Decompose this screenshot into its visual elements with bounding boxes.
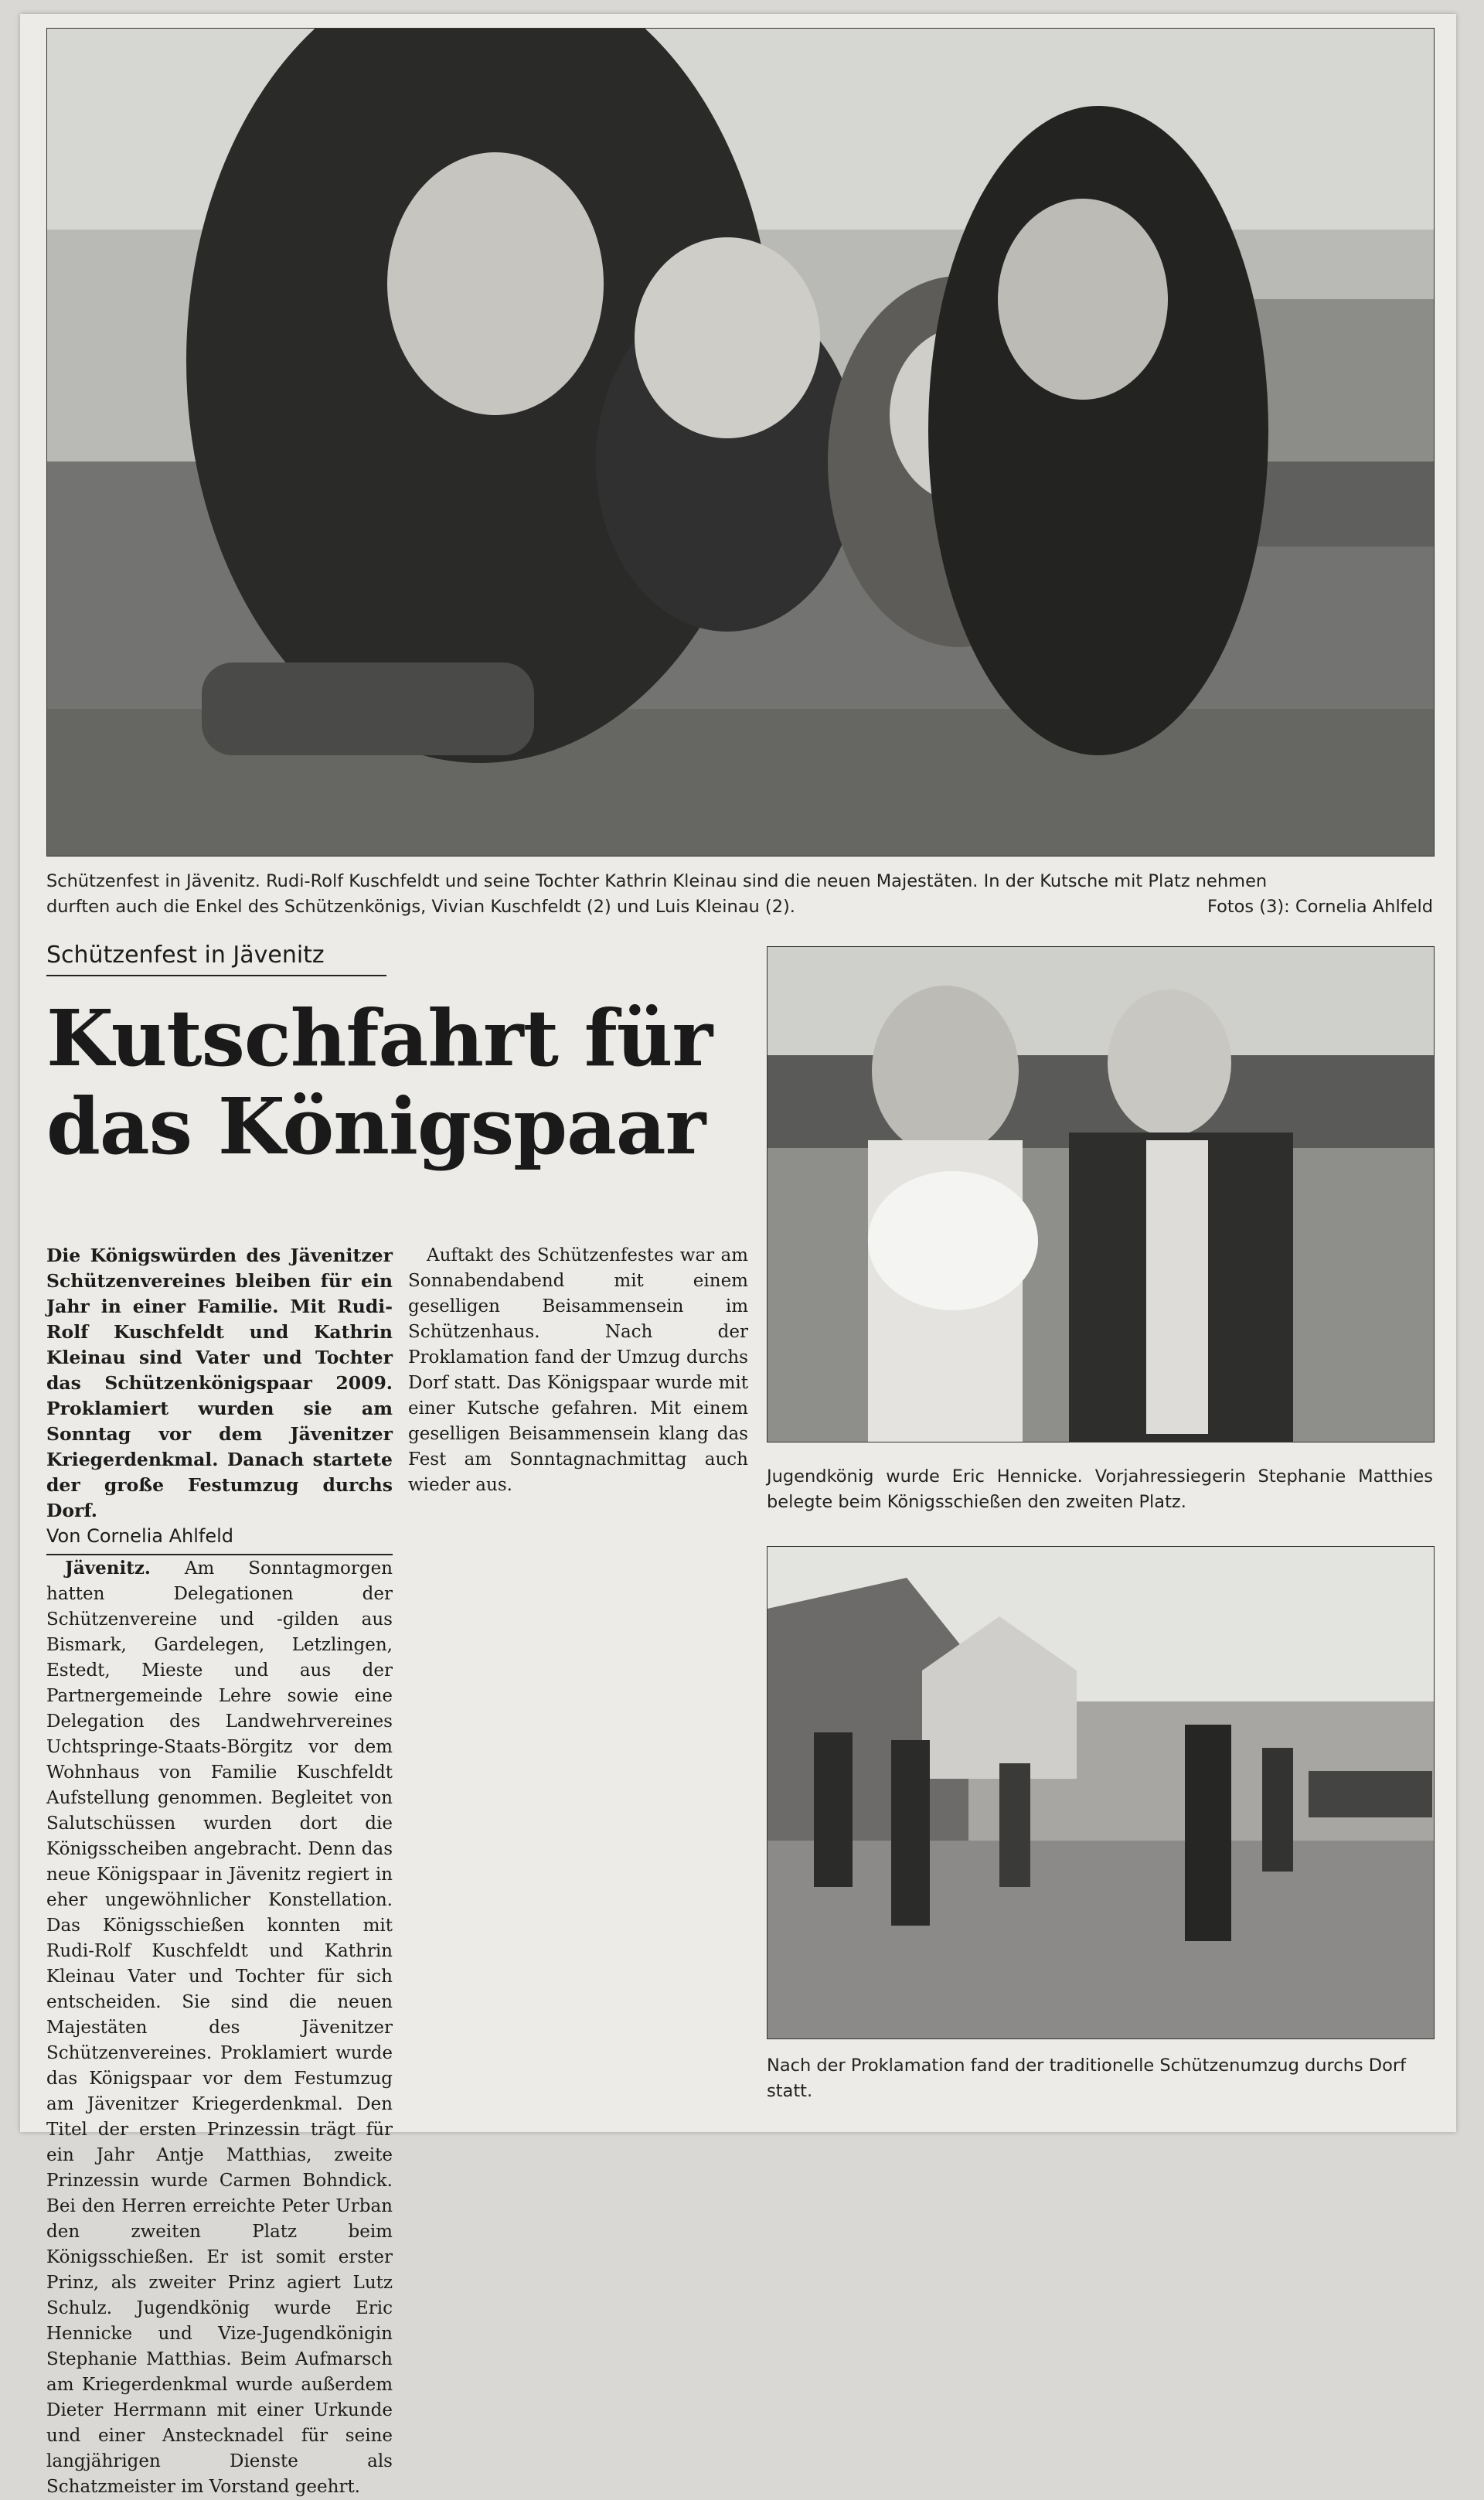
photo-youth-king — [767, 946, 1435, 1442]
article-body-paragraph-1 — [46, 1555, 393, 2500]
caption-youth-king: Jugendkönig wurde Eric Hennicke. Vorjahressiegerin Stephanie Matthies belegte beim Königsschießen den zweiten Platz. — [767, 1466, 1433, 1512]
article-column-middle — [408, 1243, 748, 1498]
article-headline: Kutschfahrt für das Königspaar — [46, 993, 713, 1172]
article-lead: Die Königswürden des Jävenitzer Schützenvereines bleiben für ein Jahr in einer Familie. Mit Rudi-Rolf Kuschfeldt und Kathrin Kleinau sind Vater und Tochter das Schützenkönigspaar 2009. Proklamiert wurden sie am Sonntag vor dem Jävenitzer Kriegerdenkmal. Danach startete der große Festumzug durchs Dorf. — [46, 1245, 393, 1521]
article-column-left — [46, 1243, 393, 2500]
photo-family-carriage — [46, 28, 1435, 857]
caption-family-photo — [46, 869, 1433, 920]
photo-parade — [767, 1546, 1435, 2039]
photo-credit: Fotos (3): Cornelia Ahlfeld — [1207, 897, 1433, 917]
photo-parade-image — [768, 1547, 1434, 2038]
photo-family-carriage-image — [47, 29, 1434, 856]
article-byline: Von Cornelia Ahlfeld — [46, 1524, 393, 1555]
article-body-text-1: Am Sonntagmorgen hatten Delegationen der Schützenvereine und -gilden aus Bismark, Gardelegen, Letzlingen, Estedt, Mieste und aus der Partnergemeinde Lehre sowie eine Delegation des Landwehrvereines Uchtspringe-Staats-Börgitz vor dem Wohnhaus von Familie Kuschfeldt Aufstellung genommen. Begleitet von Salutschüssen wurden dort die Königsscheiben angebracht. Denn das neue Königspaar in Jävenitz regiert in eher ungewöhnlicher Konstellation. Das Königsschießen konnten mit Rudi-Rolf Kuschfeldt und Kathrin Kleinau Vater und Tochter für sich entscheiden. Sie sind die neuen Majestäten des Jävenitzer Schützenvereines. Proklamiert wurde das Königspaar vor dem Festumzug am Jävenitzer Kriegerdenkmal. Den Titel der ersten Prinzessin trägt für ein Jahr Antje Matthias, zweite Prinzessin wurde Carmen Bohndick. Bei den Herren erreichte Peter Urban den zweiten Platz beim Königsschießen. Er ist somit erster Prinz, als zweiter Prinz agiert Lutz Schulz. Jugendkönig wurde Eric Hennicke und Vize-Jugendkönigin Stephanie Matthias. Beim Aufmarsch am Kriegerdenkmal wurde außerdem Dieter Herrmann mit einer Urkunde und einer Anstecknadel für seine langjährigen Dienste als Schatzmeister im Vorstand geehrt. — [46, 1558, 393, 2497]
article-dateline: Jävenitz. — [65, 1558, 151, 1579]
caption-line-1: Schützenfest in Jävenitz. Rudi-Rolf Kuschfeldt und seine Tochter Kathrin Kleinau sind die neuen Majestäten. In der Kutsche mit Platz nehmen — [46, 871, 1268, 891]
caption-parade: Nach der Proklamation fand der traditionelle Schützenumzug durchs Dorf statt. — [767, 2056, 1407, 2101]
newspaper-clipping — [20, 14, 1456, 2497]
caption-line-2: durften auch die Enkel des Schützenkönigs, Vivian Kuschfeldt (2) und Luis Kleinau (2). — [46, 897, 795, 917]
article-kicker: Schützenfest in Jävenitz — [46, 942, 386, 976]
photo-youth-king-image — [768, 947, 1434, 1442]
article-body-paragraph-2: Auftakt des Schützenfestes war am Sonnabendabend mit einem geselligen Beisammensein im Schützenhaus. Nach der Proklamation fand der Umzug durchs Dorf statt. Das Königspaar wurde mit einer Kutsche gefahren. Mit einem geselligen Beisammensein klang das Fest am Sonntagnachmittag auch wieder aus. — [408, 1245, 748, 1495]
